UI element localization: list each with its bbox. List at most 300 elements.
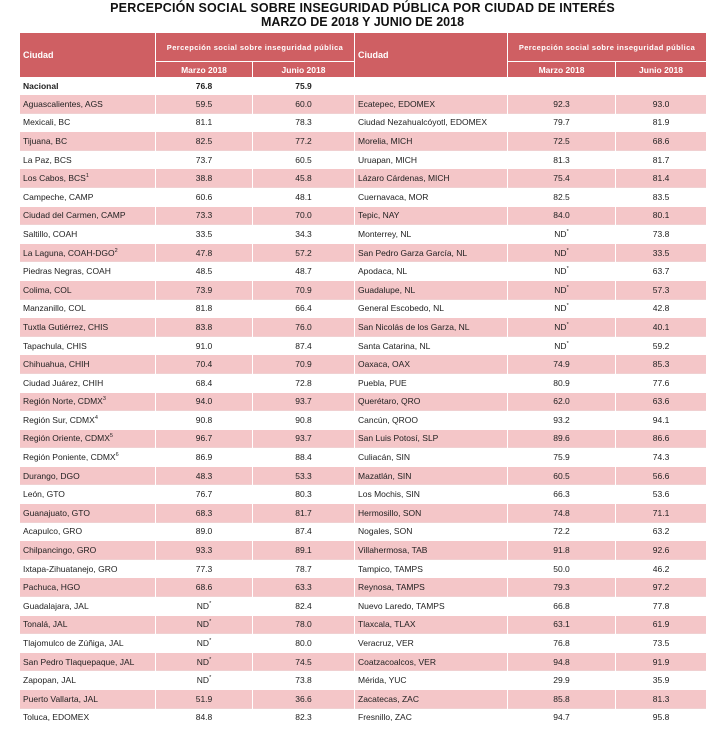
march-value-cell xyxy=(508,95,616,114)
city-name: General Escobedo, NL xyxy=(358,303,445,314)
city-cell xyxy=(20,578,156,597)
june-value: 80.3 xyxy=(253,485,355,504)
march-value: 50.0 xyxy=(553,563,570,574)
march-value: 82.5 xyxy=(553,191,570,202)
june-value: 89.1 xyxy=(253,541,355,560)
march-value: 75.9 xyxy=(553,452,570,463)
june-value: 63.6 xyxy=(616,392,707,411)
march-value: 73.3 xyxy=(195,210,213,221)
city-cell xyxy=(355,541,508,560)
march-value-cell xyxy=(508,671,616,690)
city-cell xyxy=(355,113,508,132)
city-name: San Luis Potosí, SLP xyxy=(358,433,439,444)
table-row xyxy=(20,448,707,467)
march-value-cell xyxy=(156,541,253,560)
march-value: 66.8 xyxy=(553,600,570,611)
march-value: 84.8 xyxy=(195,712,213,723)
march-value: 80.9 xyxy=(553,377,570,388)
june-value: 60.0 xyxy=(253,95,355,114)
city-cell xyxy=(355,448,508,467)
city-cell xyxy=(20,280,156,299)
march-value: 74.9 xyxy=(553,359,570,370)
june-value: 71.1 xyxy=(616,504,707,523)
city-cell xyxy=(20,448,156,467)
city-cell xyxy=(355,411,508,430)
march-value-cell xyxy=(156,373,253,392)
group-header-right: Percepción social sobre inseguridad pública xyxy=(508,33,707,62)
march-value: 76.8 xyxy=(553,638,570,649)
city-cell xyxy=(355,671,508,690)
table-row xyxy=(20,299,707,318)
city-name: León, GTO xyxy=(23,489,65,500)
city-cell xyxy=(355,634,508,653)
march-value-cell xyxy=(508,243,616,262)
city-cell xyxy=(355,690,508,709)
city-cell xyxy=(20,355,156,374)
city-name: Región Poniente, CDMX xyxy=(23,452,116,463)
nd-marker: * xyxy=(209,601,212,607)
city-cell xyxy=(355,243,508,262)
nd-marker: * xyxy=(566,247,569,254)
june-value: 93.7 xyxy=(253,392,355,411)
table-row xyxy=(20,578,707,597)
nd-marker: * xyxy=(566,303,569,310)
city-cell xyxy=(20,541,156,560)
city-cell xyxy=(355,559,508,578)
city-name: San Pedro Tlaquepaque, JAL xyxy=(23,656,135,667)
june-value: 63.3 xyxy=(253,578,355,597)
march-value-cell xyxy=(156,355,253,374)
june-value: 70.0 xyxy=(253,206,355,225)
table-row xyxy=(20,429,707,448)
june-value: 78.0 xyxy=(253,615,355,634)
march-value-cell xyxy=(156,243,253,262)
city-cell xyxy=(20,634,156,653)
june-value: 72.8 xyxy=(253,373,355,392)
city-name: Mazatlán, SIN xyxy=(358,470,412,481)
june-value: 81.7 xyxy=(616,150,707,169)
city-name: Ciudad del Carmen, CAMP xyxy=(23,210,126,221)
march-value-cell xyxy=(508,708,616,726)
table-row xyxy=(20,95,707,114)
empty-cell xyxy=(355,78,508,95)
june-value: 57.3 xyxy=(616,280,707,299)
june-value: 77.2 xyxy=(253,132,355,151)
city-cell xyxy=(20,504,156,523)
city-name: Guadalupe, NL xyxy=(358,284,416,295)
national-june: 75.9 xyxy=(253,78,355,95)
city-cell xyxy=(20,95,156,114)
city-cell xyxy=(355,392,508,411)
march-value-cell xyxy=(156,150,253,169)
june-value: 40.1 xyxy=(616,318,707,337)
city-name: San Pedro Garza García, NL xyxy=(358,247,468,258)
march-value-cell xyxy=(508,150,616,169)
nd-marker: * xyxy=(209,638,212,645)
city-name: Guanajuato, GTO xyxy=(23,507,90,518)
march-value: 77.3 xyxy=(195,563,213,574)
march-value: ND xyxy=(196,656,210,667)
city-name: Zacatecas, ZAC xyxy=(358,693,419,704)
march-value-cell xyxy=(508,634,616,653)
nd-marker: * xyxy=(566,229,569,236)
city-name: Hermosillo, SON xyxy=(358,507,422,518)
june-value: 87.4 xyxy=(253,522,355,541)
march-value-cell xyxy=(508,485,616,504)
march-value: 84.0 xyxy=(553,210,570,221)
nd-marker: * xyxy=(209,675,212,682)
march-value: ND xyxy=(554,303,567,314)
city-name: Manzanillo, COL xyxy=(23,303,86,314)
march-value-cell xyxy=(508,336,616,355)
city-name: Acapulco, GRO xyxy=(23,526,83,537)
city-name: Tijuana, BC xyxy=(23,135,68,146)
march-value-cell xyxy=(156,597,253,616)
city-name: Monterrey, NL xyxy=(358,228,412,239)
table-row xyxy=(20,652,707,671)
city-name: Culiacán, SIN xyxy=(358,452,410,463)
city-name: Región Sur, CDMX xyxy=(23,414,95,425)
march-value-cell xyxy=(156,280,253,299)
march-header-left: Marzo 2018 xyxy=(156,62,253,78)
march-value-cell xyxy=(156,485,253,504)
city-name: Villahermosa, TAB xyxy=(358,545,428,556)
march-value: 59.5 xyxy=(195,98,213,109)
march-value-cell xyxy=(508,113,616,132)
city-cell xyxy=(355,429,508,448)
nd-marker: * xyxy=(566,322,569,329)
city-name: Apodaca, NL xyxy=(358,266,408,277)
city-name: Colima, COL xyxy=(23,284,72,295)
march-value-cell xyxy=(156,522,253,541)
march-value-cell xyxy=(156,132,253,151)
march-value-cell xyxy=(156,187,253,206)
march-value-cell xyxy=(156,634,253,653)
city-name: Mérida, YUC xyxy=(358,675,407,686)
march-value: 70.4 xyxy=(195,359,213,370)
table-body xyxy=(20,78,707,727)
march-value-cell xyxy=(508,541,616,560)
june-value: 81.9 xyxy=(616,113,707,132)
city-cell xyxy=(20,318,156,337)
march-value: 72.5 xyxy=(553,135,570,146)
table-row xyxy=(20,504,707,523)
city-cell xyxy=(355,280,508,299)
table-row xyxy=(20,392,707,411)
june-value: 63.7 xyxy=(616,262,707,281)
city-cell xyxy=(20,299,156,318)
city-name: Durango, DGO xyxy=(23,470,80,481)
march-value-cell xyxy=(508,411,616,430)
table-row xyxy=(20,541,707,560)
march-value: 94.8 xyxy=(553,656,570,667)
city-cell xyxy=(20,411,156,430)
march-value: 90.8 xyxy=(195,414,213,425)
table-row xyxy=(20,262,707,281)
march-value-cell xyxy=(156,429,253,448)
footnote-marker: 3 xyxy=(102,396,106,403)
table-row xyxy=(20,373,707,392)
city-name: Tuxtla Gutiérrez, CHIS xyxy=(23,321,109,332)
city-cell xyxy=(355,522,508,541)
city-name: Fresnillo, ZAC xyxy=(358,712,412,723)
march-value: 93.3 xyxy=(195,545,213,556)
june-value: 35.9 xyxy=(616,671,707,690)
march-value: ND xyxy=(196,600,210,611)
march-value-cell xyxy=(508,578,616,597)
city-name: Querétaro, QRO xyxy=(358,396,421,407)
table-title: PERCEPCIÓN SOCIAL SOBRE INSEGURIDAD PÚBLICA POR CIUDAD DE INTERÉS xyxy=(110,1,615,15)
city-name: Uruapan, MICH xyxy=(358,154,418,165)
march-value: ND xyxy=(554,321,567,332)
march-value-cell xyxy=(156,448,253,467)
city-name: Ciudad Juárez, CHIH xyxy=(23,377,104,388)
city-cell xyxy=(20,132,156,151)
table-row xyxy=(20,206,707,225)
city-cell xyxy=(355,150,508,169)
june-value: 93.0 xyxy=(616,95,707,114)
nd-marker: * xyxy=(209,656,212,663)
city-cell xyxy=(20,652,156,671)
city-cell xyxy=(355,597,508,616)
city-name: Chihuahua, CHIH xyxy=(23,359,90,370)
table-row xyxy=(20,243,707,262)
march-value-cell xyxy=(156,708,253,726)
june-value: 70.9 xyxy=(253,355,355,374)
table-row xyxy=(20,187,707,206)
march-value: 91.0 xyxy=(195,340,213,351)
march-value: ND xyxy=(554,340,567,351)
city-cell xyxy=(20,206,156,225)
city-name: Los Mochis, SIN xyxy=(358,489,420,500)
table-row xyxy=(20,150,707,169)
march-value: 60.5 xyxy=(553,470,570,481)
march-value-cell xyxy=(508,559,616,578)
june-value: 83.5 xyxy=(616,187,707,206)
march-value: 89.6 xyxy=(553,433,570,444)
june-value: 78.7 xyxy=(253,559,355,578)
march-value: 62.0 xyxy=(553,396,570,407)
june-value: 46.2 xyxy=(616,559,707,578)
march-value-cell xyxy=(156,392,253,411)
table-row xyxy=(20,113,707,132)
march-value: 86.9 xyxy=(195,452,213,463)
march-value: ND xyxy=(554,247,567,258)
city-name: Tlaxcala, TLAX xyxy=(358,619,416,630)
june-header-right: Junio 2018 xyxy=(616,62,707,78)
city-header-left: Ciudad xyxy=(20,33,156,78)
march-value: 76.7 xyxy=(195,489,213,500)
june-value: 77.8 xyxy=(616,597,707,616)
march-value: ND xyxy=(196,638,210,649)
march-value: 92.3 xyxy=(553,98,570,109)
march-value: 51.9 xyxy=(195,693,213,704)
city-name: Toluca, EDOMEX xyxy=(23,712,90,723)
footnote-marker: 1 xyxy=(85,173,89,180)
city-name: Pachuca, HGO xyxy=(23,582,81,593)
june-value: 34.3 xyxy=(253,225,355,244)
city-name: Mexicali, BC xyxy=(23,117,71,128)
city-cell xyxy=(20,262,156,281)
june-value: 63.2 xyxy=(616,522,707,541)
march-value-cell xyxy=(508,392,616,411)
march-value-cell xyxy=(508,448,616,467)
march-value-cell xyxy=(508,373,616,392)
city-name: Puerto Vallarta, JAL xyxy=(23,693,98,704)
table-row xyxy=(20,485,707,504)
june-value: 66.4 xyxy=(253,299,355,318)
city-cell xyxy=(355,504,508,523)
march-value-cell xyxy=(156,169,253,188)
march-value-cell xyxy=(156,466,253,485)
march-value: 29.9 xyxy=(553,675,570,686)
march-value-cell xyxy=(156,206,253,225)
march-value: 79.7 xyxy=(553,117,570,128)
march-value-cell xyxy=(156,671,253,690)
city-name: Campeche, CAMP xyxy=(23,191,94,202)
march-value-cell xyxy=(156,299,253,318)
city-cell xyxy=(20,150,156,169)
june-value: 73.5 xyxy=(616,634,707,653)
nd-marker: * xyxy=(209,619,212,626)
march-value: 47.8 xyxy=(195,247,213,258)
june-value: 74.5 xyxy=(253,652,355,671)
june-value: 76.0 xyxy=(253,318,355,337)
city-cell xyxy=(355,355,508,374)
march-value-cell xyxy=(508,429,616,448)
march-value: 81.8 xyxy=(195,303,213,314)
city-cell xyxy=(355,708,508,726)
city-cell xyxy=(20,243,156,262)
march-value: ND xyxy=(554,228,567,239)
june-value: 48.7 xyxy=(253,262,355,281)
march-value-cell xyxy=(508,504,616,523)
city-name: Morelia, MICH xyxy=(358,135,413,146)
march-value-cell xyxy=(508,169,616,188)
national-name: Nacional xyxy=(20,78,156,95)
june-value: 42.8 xyxy=(616,299,707,318)
table-row xyxy=(20,132,707,151)
march-value: 94.0 xyxy=(195,396,213,407)
city-name: Lázaro Cárdenas, MICH xyxy=(358,173,450,184)
june-value: 97.2 xyxy=(616,578,707,597)
june-value: 53.6 xyxy=(616,485,707,504)
march-value-cell xyxy=(508,318,616,337)
march-value-cell xyxy=(156,113,253,132)
march-value: 33.5 xyxy=(195,228,213,239)
march-value: 73.7 xyxy=(195,154,213,165)
city-cell xyxy=(20,113,156,132)
march-value: 74.8 xyxy=(553,507,570,518)
city-cell xyxy=(20,708,156,726)
march-value: 94.7 xyxy=(553,712,570,723)
city-name: Zapopan, JAL xyxy=(23,675,76,686)
nd-marker: * xyxy=(566,284,569,291)
city-name: Oaxaca, OAX xyxy=(358,359,410,370)
june-value: 56.6 xyxy=(616,466,707,485)
national-row xyxy=(20,78,707,95)
march-value: 48.3 xyxy=(195,470,213,481)
city-name: Cancún, QROO xyxy=(358,414,419,425)
june-value: 73.8 xyxy=(616,225,707,244)
june-value: 91.9 xyxy=(616,652,707,671)
march-value: 91.8 xyxy=(553,545,570,556)
june-value: 59.2 xyxy=(616,336,707,355)
march-value: 83.8 xyxy=(195,321,213,332)
march-value: 68.4 xyxy=(195,377,213,388)
june-value: 82.4 xyxy=(253,597,355,616)
march-value-cell xyxy=(156,95,253,114)
march-value-cell xyxy=(508,690,616,709)
city-name: Ixtapa-Zihuatanejo, GRO xyxy=(23,563,118,574)
footnote-marker: 2 xyxy=(114,247,118,254)
march-value-cell xyxy=(156,411,253,430)
city-cell xyxy=(20,615,156,634)
table-subtitle: MARZO DE 2018 Y JUNIO DE 2018 xyxy=(260,15,465,29)
nd-marker: * xyxy=(566,266,569,273)
table-row xyxy=(20,280,707,299)
march-value: 73.9 xyxy=(195,284,213,295)
march-value-cell xyxy=(508,262,616,281)
march-value: 68.3 xyxy=(195,507,213,518)
march-value-cell xyxy=(156,615,253,634)
march-value: 66.3 xyxy=(553,489,570,500)
table-row xyxy=(20,690,707,709)
city-cell xyxy=(20,485,156,504)
march-value-cell xyxy=(156,652,253,671)
march-value: 48.5 xyxy=(195,266,213,277)
march-value-cell xyxy=(508,522,616,541)
march-value: 60.6 xyxy=(195,191,213,202)
march-value-cell xyxy=(508,206,616,225)
june-value: 85.3 xyxy=(616,355,707,374)
city-cell xyxy=(355,95,508,114)
table-row xyxy=(20,522,707,541)
city-cell xyxy=(355,652,508,671)
table-row xyxy=(20,336,707,355)
june-value: 60.5 xyxy=(253,150,355,169)
june-value: 86.6 xyxy=(616,429,707,448)
city-name: Guadalajara, JAL xyxy=(23,600,89,611)
city-name: Chilpancingo, GRO xyxy=(23,545,97,556)
city-cell xyxy=(355,187,508,206)
city-cell xyxy=(355,262,508,281)
march-value-cell xyxy=(156,690,253,709)
march-value: ND xyxy=(196,675,210,686)
table-row xyxy=(20,559,707,578)
march-value: 68.6 xyxy=(195,582,213,593)
march-header-right: Marzo 2018 xyxy=(508,62,616,78)
march-value-cell xyxy=(156,225,253,244)
june-value: 81.7 xyxy=(253,504,355,523)
june-value: 57.2 xyxy=(253,243,355,262)
march-value: 82.5 xyxy=(195,135,213,146)
march-value: 72.2 xyxy=(553,526,570,537)
city-cell xyxy=(20,225,156,244)
city-name: Región Oriente, CDMX xyxy=(23,433,110,444)
city-name: Tlajomulco de Zúñiga, JAL xyxy=(23,638,124,649)
june-value: 53.3 xyxy=(253,466,355,485)
march-value: 38.8 xyxy=(195,173,213,184)
footnote-marker: 4 xyxy=(94,415,98,422)
table-row xyxy=(20,411,707,430)
march-value-cell xyxy=(508,597,616,616)
city-cell xyxy=(355,206,508,225)
city-cell xyxy=(355,466,508,485)
city-cell xyxy=(20,559,156,578)
march-value: 96.7 xyxy=(195,433,213,444)
march-value: 93.2 xyxy=(553,414,570,425)
